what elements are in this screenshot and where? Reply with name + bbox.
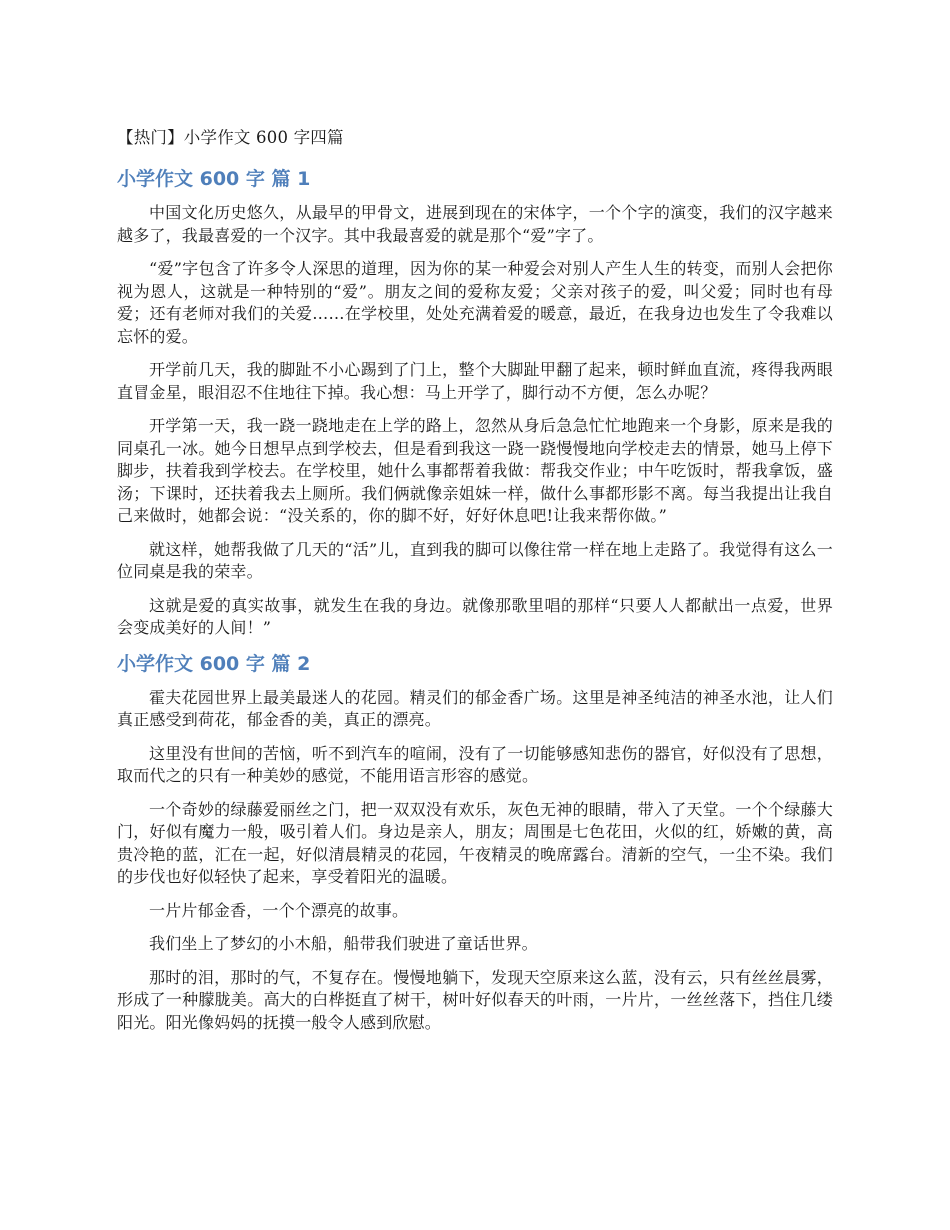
section-2 bbox=[117, 651, 833, 1035]
document-title: 【热门】小学作文 600 字四篇 bbox=[117, 128, 344, 147]
paragraph: 开学第一天，我一跷一跷地走在上学的路上，忽然从身后急急忙忙地跑来一个身影，原来是我的同桌孔一冰。她今日想早点到学校去，但是看到我这一跷一跷慢慢地向学校走去的情景，她马上停下脚步，扶着我到学校去。在学校里，她什么事都帮着我做：帮我交作业；中午吃饭时，帮我拿饭，盛汤；下课时，还扶着我去上厕所。我们俩就像亲姐妹一样，做什么事都形影不离。每当我提出让我自己来做时，她都会说：“没关系的，你的脚不好，好好休息吧!让我来帮你做。” bbox=[117, 416, 833, 525]
document-page bbox=[117, 120, 833, 1045]
paragraph: 我们坐上了梦幻的小木船，船带我们驶进了童话世界。 bbox=[149, 934, 538, 953]
paragraph: “爱”字包含了许多令人深思的道理，因为你的某一种爱会对别人产生人生的转变，而别人会把你视为恩人，这就是一种特别的“爱”。朋友之间的爱称友爱；父亲对孩子的爱，叫父爱；同时也有母爱；还有老师对我们的关爱……在学校里，处处充满着爱的暖意，最近，在我身边也发生了令我难以忘怀的爱。 bbox=[117, 259, 833, 346]
paragraph: 就这样，她帮我做了几天的“活”儿，直到我的脚可以像往常一样在地上走路了。我觉得有这么一位同桌是我的荣幸。 bbox=[117, 539, 833, 581]
paragraph: 这就是爱的真实故事，就发生在我的身边。就像那歌里唱的那样“只要人人都献出一点爱，世界会变成美好的人间！” bbox=[117, 595, 833, 637]
paragraph: 那时的泪，那时的气，不复存在。慢慢地躺下，发现天空原来这么蓝，没有云，只有丝丝晨雾，形成了一种朦胧美。高大的白桦挺直了树干，树叶好似春天的叶雨，一片片，一丝丝落下，挡住几缕阳光。阳光像妈妈的抚摸一般令人感到欣慰。 bbox=[117, 967, 833, 1032]
paragraph: 一片片郁金香，一个个漂亮的故事。 bbox=[149, 900, 409, 920]
paragraph: 开学前几天，我的脚趾不小心踢到了门上，整个大脚趾甲翻了起来，顿时鲜血直流，疼得我两眼直冒金星，眼泪忍不住地往下掉。我心想：马上开学了，脚行动不方便，怎么办呢？ bbox=[117, 360, 833, 402]
paragraph: 这里没有世间的苦恼，听不到汽车的喧闹，没有了一切能够感知悲伤的器官，好似没有了思想，取而代之的只有一种美妙的感觉，不能用语言形容的感觉。 bbox=[117, 743, 833, 785]
section-1 bbox=[117, 166, 833, 640]
section-heading: 小学作文 600 字 篇 2 bbox=[117, 652, 311, 675]
paragraph: 霍夫花园世界上最美最迷人的花园。精灵们的郁金香广场。这里是神圣纯洁的神圣水池，让人们真正感受到荷花，郁金香的美，真正的漂亮。 bbox=[117, 687, 833, 729]
section-heading: 小学作文 600 字 篇 1 bbox=[117, 168, 311, 190]
paragraph: 中国文化历史悠久，从最早的甲骨文，进展到现在的宋体字，一个个字的演变，我们的汉字越来越多了，我最喜爱的一个汉字。其中我最喜爱的就是那个“爱”字了。 bbox=[117, 203, 833, 245]
paragraph: 一个奇妙的绿藤爱丽丝之门，把一双双没有欢乐，灰色无神的眼睛，带入了天堂。一个个绿藤大门，好似有魔力一般，吸引着人们。身边是亲人，朋友；周围是七色花田，火似的红，娇嫩的黄，高贵冷艳的蓝，汇在一起，好似清晨精灵的花园，午夜精灵的晚席露台。清新的空气，一尘不染。我们的步伐也好似轻快了起来，享受着阳光的温暖。 bbox=[117, 799, 833, 886]
